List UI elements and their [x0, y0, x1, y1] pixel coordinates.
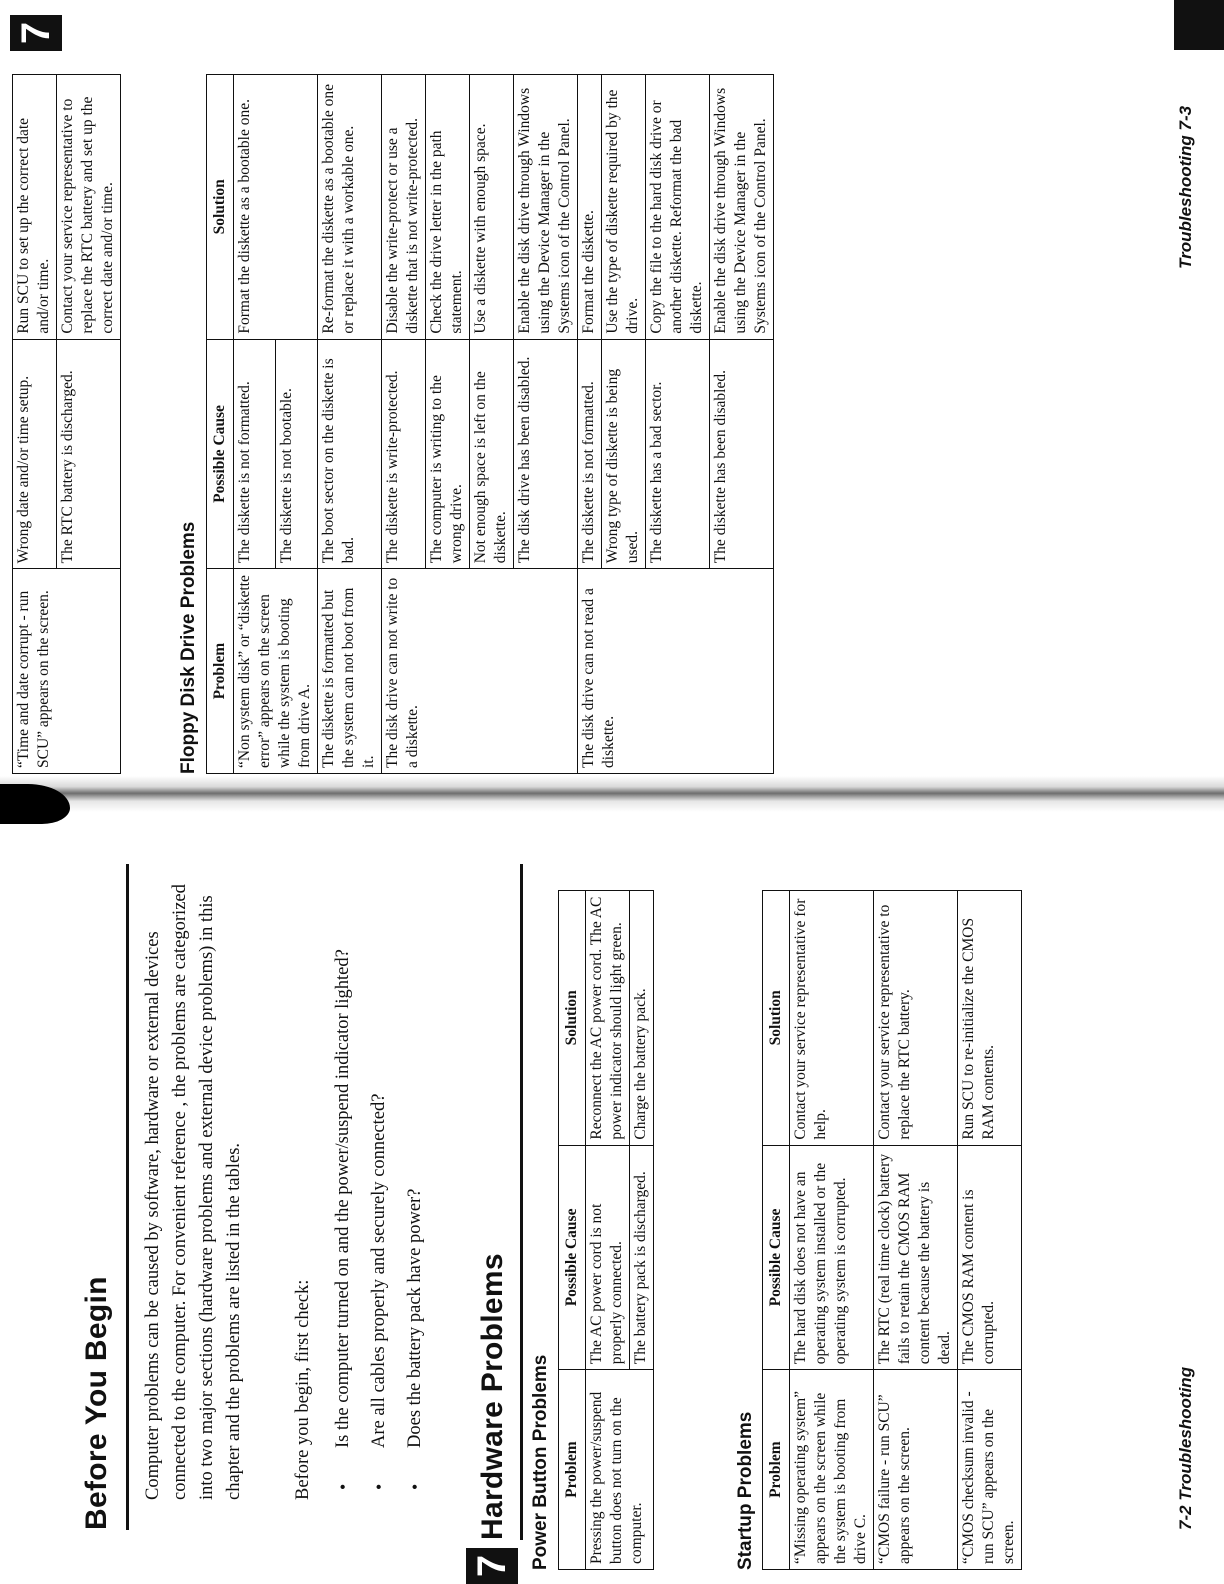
corner-tab-marker — [1174, 0, 1224, 50]
solution-cell: Format the diskette as a bootable one. — [234, 75, 318, 340]
cause-cell: The CMOS RAM content is corrupted. — [958, 1145, 1022, 1370]
chapter-tab: 7 — [10, 15, 62, 51]
solution-cell: Reconnect the AC power cord. The AC power indicator should light green. — [586, 891, 630, 1146]
floppy-disk-title: Floppy Disk Drive Problems — [178, 521, 199, 774]
cause-cell: The AC power cord is not properly connected. — [586, 1145, 630, 1370]
floppy-disk-table — [206, 74, 774, 774]
table-row — [382, 75, 426, 774]
header-cause: Possible Cause — [559, 1145, 586, 1370]
solution-cell: Disable the write-protect or use a diskette that is not write-protected. — [382, 75, 426, 340]
bullet-icon: • — [405, 1483, 425, 1490]
solution-cell: Check the drive letter in the path statement. — [426, 75, 470, 340]
cause-cell: The diskette is not bootable. — [276, 339, 318, 569]
problem-cell: “Time and date corrupt - run SCU” appears on the screen. — [13, 569, 121, 774]
check-item — [330, 858, 366, 1498]
header-cause: Possible Cause — [207, 339, 234, 569]
problem-cell: “Missing operating system” appears on the screen while the system is booting from drive C. — [790, 1370, 874, 1570]
table-row — [234, 75, 276, 774]
cause-cell: The diskette is write-protected. — [382, 339, 426, 569]
solution-cell: Enable the disk drive through Windows using the Device Manager in the Systems icon of the Control Panel. — [710, 75, 774, 340]
problem-cell: “CMOS failure - run SCU” appears on the screen. — [874, 1370, 958, 1570]
hardware-rule — [520, 864, 523, 1540]
time-date-table — [12, 74, 121, 774]
cause-cell: The diskette is not formatted. — [578, 339, 602, 569]
bullet-icon: • — [333, 1483, 353, 1490]
header-problem: Problem — [207, 569, 234, 774]
left-page-folio: 7-2 Troubleshooting — [1176, 1366, 1195, 1530]
table-header-row — [207, 75, 234, 774]
solution-cell: Contact your service representative to replace the RTC battery. — [874, 891, 958, 1146]
problem-cell: The disk drive can not write to a diskette. — [382, 569, 578, 774]
table-row — [790, 891, 874, 1570]
header-cause: Possible Cause — [763, 1145, 790, 1370]
solution-cell: Contact your service representative for help. — [790, 891, 874, 1146]
solution-cell: Charge the battery pack. — [630, 891, 654, 1146]
before-you-begin-title: Before You Begin — [80, 1276, 113, 1530]
cause-cell: The hard disk does not have an operating system installed or the operating system is corrupted. — [790, 1145, 874, 1370]
intro-paragraph: Computer problems can be caused by software, hardware or external devices connected to the computer. For convenient reference , the problems are categorized into two major sections (hardware problems and external device problems) in this chapter and the problems are listed in the tables. — [143, 884, 244, 1500]
cause-cell: Wrong type of diskette is being used. — [602, 339, 646, 569]
table-row — [578, 75, 602, 774]
cause-cell: The RTC battery is discharged. — [57, 339, 121, 569]
header-problem: Problem — [763, 1370, 790, 1570]
table-row — [958, 891, 1022, 1570]
table-header-row — [559, 891, 586, 1570]
problem-cell: The disk drive can not read a diskette. — [578, 569, 774, 774]
table-header-row — [763, 891, 790, 1570]
bullet-icon: • — [369, 1483, 389, 1490]
cause-cell: The computer is writing to the wrong drive. — [426, 339, 470, 569]
problem-cell: The diskette is formatted but the system can not boot from it. — [318, 569, 382, 774]
check-list — [330, 858, 438, 1498]
cause-cell: The diskette is not formatted. — [234, 339, 276, 569]
solution-cell: Enable the disk drive through Windows using the Device Manager in the Systems icon of the Control Panel. — [514, 75, 578, 340]
cause-cell: The boot sector on the diskette is bad. — [318, 339, 382, 569]
header-solution: Solution — [207, 75, 234, 340]
power-button-title: Power Button Problems — [530, 1354, 551, 1570]
check-item — [366, 858, 402, 1498]
header-problem: Problem — [559, 1370, 586, 1570]
title-rule — [126, 864, 129, 1530]
problem-cell: Pressing the power/suspend button does not turn on the computer. — [586, 1370, 654, 1570]
table-row — [874, 891, 958, 1570]
startup-table — [762, 890, 1022, 1570]
check-text: Are all cables properly and securely connected? — [369, 1093, 389, 1448]
cause-cell: The diskette has been disabled. — [710, 339, 774, 569]
cause-cell: The battery pack is discharged. — [630, 1145, 654, 1370]
table-row — [13, 75, 57, 774]
power-button-table — [558, 890, 654, 1570]
header-solution: Solution — [763, 891, 790, 1146]
table-row — [586, 891, 630, 1570]
cause-cell: Wrong date and/or time setup. — [13, 339, 57, 569]
page-7-2 — [0, 794, 1224, 1584]
check-text: Is the computer turned on and the power/suspend indicator lighted? — [333, 949, 353, 1448]
solution-cell: Run SCU to set up the correct date and/or time. — [13, 75, 57, 340]
problem-cell: “Non system disk” or “diskette error” appears on the screen while the system is booting from drive A. — [234, 569, 318, 774]
check-text: Does the battery pack have power? — [405, 1188, 425, 1448]
solution-cell: Copy the file to the hard disk drive or another diskette. Reformat the bad diskette. — [646, 75, 710, 340]
header-solution: Solution — [559, 891, 586, 1146]
cause-cell: The RTC (real time clock) battery fails to retain the CMOS RAM content because the battery is dead. — [874, 1145, 958, 1370]
hardware-problems-title: Hardware Problems — [476, 1253, 509, 1540]
right-page-folio: Troubleshooting 7-3 — [1176, 105, 1195, 269]
solution-cell: Run SCU to re-initialize the CMOS RAM contents. — [958, 891, 1022, 1146]
startup-problems-title: Startup Problems — [735, 1411, 756, 1570]
cause-cell: Not enough space is left on the diskette. — [470, 339, 514, 569]
cause-cell: The diskette has a bad sector. — [646, 339, 710, 569]
solution-cell: Use a diskette with enough space. — [470, 75, 514, 340]
table-row — [318, 75, 382, 774]
solution-cell: Contact your service representative to replace the RTC battery and set up the correct date and/or time. — [57, 75, 121, 340]
solution-cell: Use the type of diskette required by the drive. — [602, 75, 646, 340]
solution-cell: Format the diskette. — [578, 75, 602, 340]
check-item — [402, 858, 438, 1498]
chapter-tab: 7 — [466, 1548, 518, 1584]
problem-cell: “CMOS checksum invalid - run SCU” appears on the screen. — [958, 1370, 1022, 1570]
first-check-text: Before you begin, first check: — [293, 1279, 313, 1500]
cause-cell: The disk drive has been disabled. — [514, 339, 578, 569]
solution-cell: Re-format the diskette as a bootable one or replace it with a workable one. — [318, 75, 382, 340]
